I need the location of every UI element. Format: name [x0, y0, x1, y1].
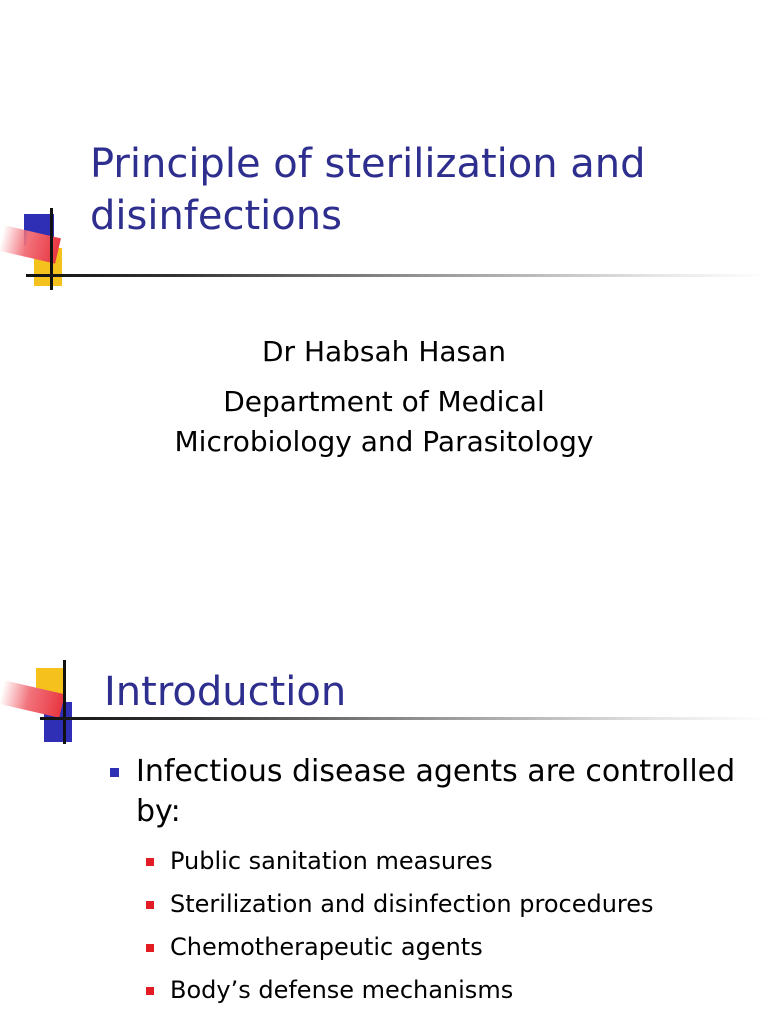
- list-item: [110, 752, 760, 1012]
- square-bullet-icon: [146, 901, 154, 909]
- list-item: [136, 883, 760, 926]
- square-bullet-icon: [146, 944, 154, 952]
- slide-2: [0, 512, 768, 1024]
- slide-title: Introduction: [104, 669, 347, 715]
- sub-bullet-text: Chemotherapeutic agents: [170, 933, 483, 961]
- crosshair-vertical-line: [50, 208, 53, 290]
- author-name: Dr Habsah Hasan: [261, 335, 507, 368]
- slide-logo-icon: [0, 200, 100, 300]
- list-item: [136, 840, 760, 883]
- department-line-2: Microbiology and Parasitology: [174, 425, 594, 458]
- square-bullet-icon: [146, 987, 154, 995]
- department-line-1: Department of Medical: [223, 385, 545, 418]
- bullet-list: [110, 752, 760, 1012]
- crosshair-vertical-line: [63, 660, 66, 744]
- sub-bullet-text: Body’s defense mechanisms: [170, 976, 514, 1004]
- bullet-text: Infectious disease agents are controlled by:: [136, 754, 736, 829]
- sub-bullet-text: Sterilization and disinfection procedures: [170, 890, 654, 918]
- author-block: [84, 332, 684, 462]
- square-bullet-icon: [110, 768, 119, 777]
- sub-bullet-list: [136, 840, 760, 1012]
- sub-bullet-text: Public sanitation measures: [170, 847, 493, 875]
- list-item: [136, 969, 760, 1012]
- square-bullet-icon: [146, 858, 154, 866]
- title-divider: [26, 274, 768, 277]
- slide-title: Principle of sterilization and disinfections: [90, 141, 646, 239]
- list-item: [136, 926, 760, 969]
- slide-logo-icon: [0, 654, 100, 754]
